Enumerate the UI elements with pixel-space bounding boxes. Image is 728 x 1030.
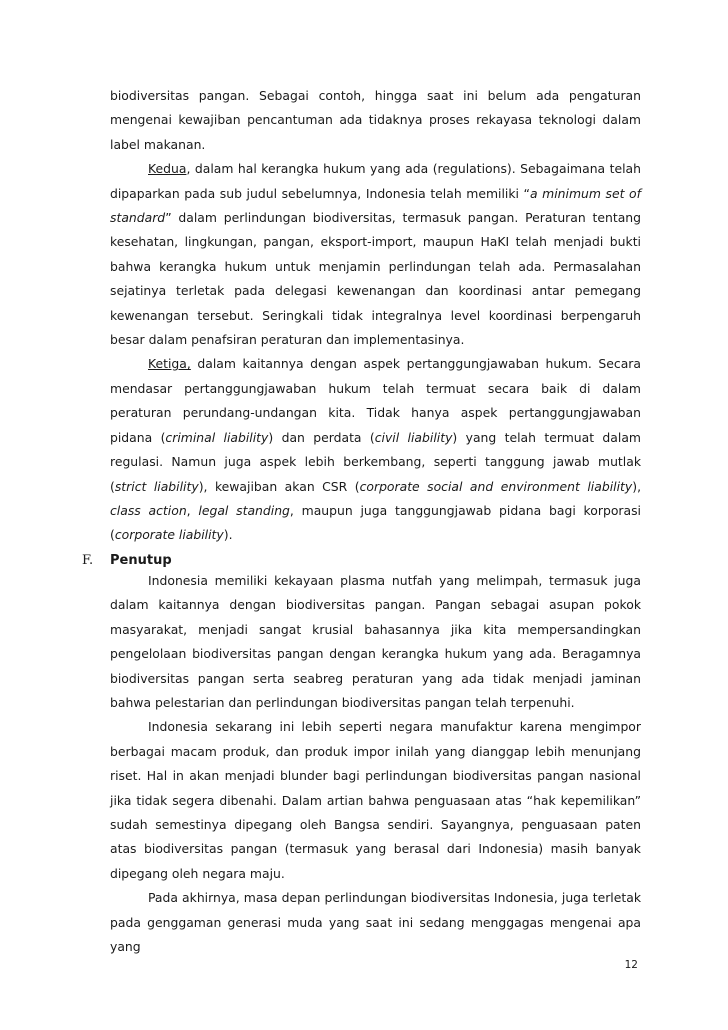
text-run: , (186, 502, 199, 518)
body-text-upper (110, 84, 641, 548)
text-run: ) yang telah termuat dalam regulasi. Namun juga aspek lebih berkembang, seperti tanggung jawab mutlak ( (110, 429, 641, 494)
italic-run: a minimum set of standard (110, 185, 641, 226)
italic-run: corporate liability (114, 527, 224, 543)
page-number: 12 (624, 959, 638, 971)
italic-run: criminal liability (165, 429, 269, 445)
section-title: Penutup (110, 553, 172, 568)
paragraph-kekayaan-plasma-nutfah: Indonesia memiliki kekayaan plasma nutfah yang melimpah, termasuk juga dalam kaitannya dengan biodiversitas pangan. Pangan sebagai asupan pokok masyarakat, menjadi sangat krusial bahasannya jika kita mempersandingkan pengelolaan biodiversitas pangan dengan kerangka hukum yang ada. Beragamnya biodiversitas pangan serta seabreg peraturan yang ada tidak menjadi jaminan bahwa pelestarian dan perlindungan biodiversitas pangan telah terpenuhi. (110, 573, 641, 711)
italic-run: civil liability (374, 429, 453, 445)
text-run: dalam kaitannya dengan aspek pertanggungjawaban hukum. Secara mendasar pertanggungjawaban hukum telah termuat secara baik di dalam peraturan perundang-undangan kita. Tidak hanya aspek pertanggungjawaban pidana ( (110, 356, 641, 445)
italic-run: class action (110, 502, 187, 518)
paragraph-negara-manufaktur: Indonesia sekarang ini lebih seperti negara manufaktur karena mengimpor berbagai macam produk, dan produk impor inilah yang dianggap lebih menunjang riset. Hal in akan menjadi blunder bagi perlindungan biodiversitas pangan nasional jika tidak segera dibenahi. Dalam artian bahwa penguasaan atas “hak kepemilikan” sudah semestinya dipegang oleh Bangsa sendiri. Sayangnya, penguasaan paten atas biodiversitas pangan (termasuk yang berasal dari Indonesia) masih banyak dipegang oleh negara maju. (110, 719, 641, 881)
text-run: , dalam hal kerangka hukum yang ada (regulations). Sebagaimana telah dipaparkan pada sub judul sebelumnya, Indonesia telah memiliki “ (110, 161, 641, 201)
text-run: , maupun juga tanggungjawab pidana bagi korporasi ( (110, 502, 641, 543)
section-marker: F. (82, 553, 94, 568)
body-text-lower (110, 569, 641, 960)
text-run: ) dan perdata ( (268, 429, 375, 445)
italic-run: legal standing (198, 502, 290, 518)
paragraph-pada-akhirnya: Pada akhirnya, masa depan perlindungan biodiversitas Indonesia, juga terletak pada genggaman generasi muda yang saat ini sedang menggagas mengenai apa yang (110, 890, 641, 955)
paragraph-ketiga (110, 352, 641, 547)
paragraph-lead-ketiga: Ketiga, (148, 356, 191, 372)
italic-run: strict liability (114, 478, 199, 494)
paragraph-kedua (110, 157, 641, 352)
text-run: ” dalam perlindungan biodiversitas, termasuk pangan. Peraturan tentang kesehatan, lingkungan, pangan, eksport-import, maupun HaKI telah menjadi bukti bahwa kerangka hukum untuk menjamin perlindungan telah ada. Permasalahan sejatinya terletak pada delegasi kewenangan dan koordinasi antar pemegang kewenangan tersebut. Seringkali tidak integralnya level koordinasi berpengaruh besar dalam penafsiran peraturan dan implementasinya. (110, 210, 641, 348)
text-run: ). (223, 527, 233, 543)
text-run: ), kewajiban akan CSR ( (198, 478, 360, 494)
italic-run: corporate social and environment liability (359, 478, 633, 494)
text-run: ), (632, 478, 642, 494)
paragraph-lead-kedua: Kedua (148, 161, 187, 177)
paragraph-biodiversitas-pangan: biodiversitas pangan. Sebagai contoh, hingga saat ini belum ada pengaturan mengenai kewajiban pencantuman ada tidaknya proses rekayasa teknologi dalam label makanan. (110, 88, 641, 152)
